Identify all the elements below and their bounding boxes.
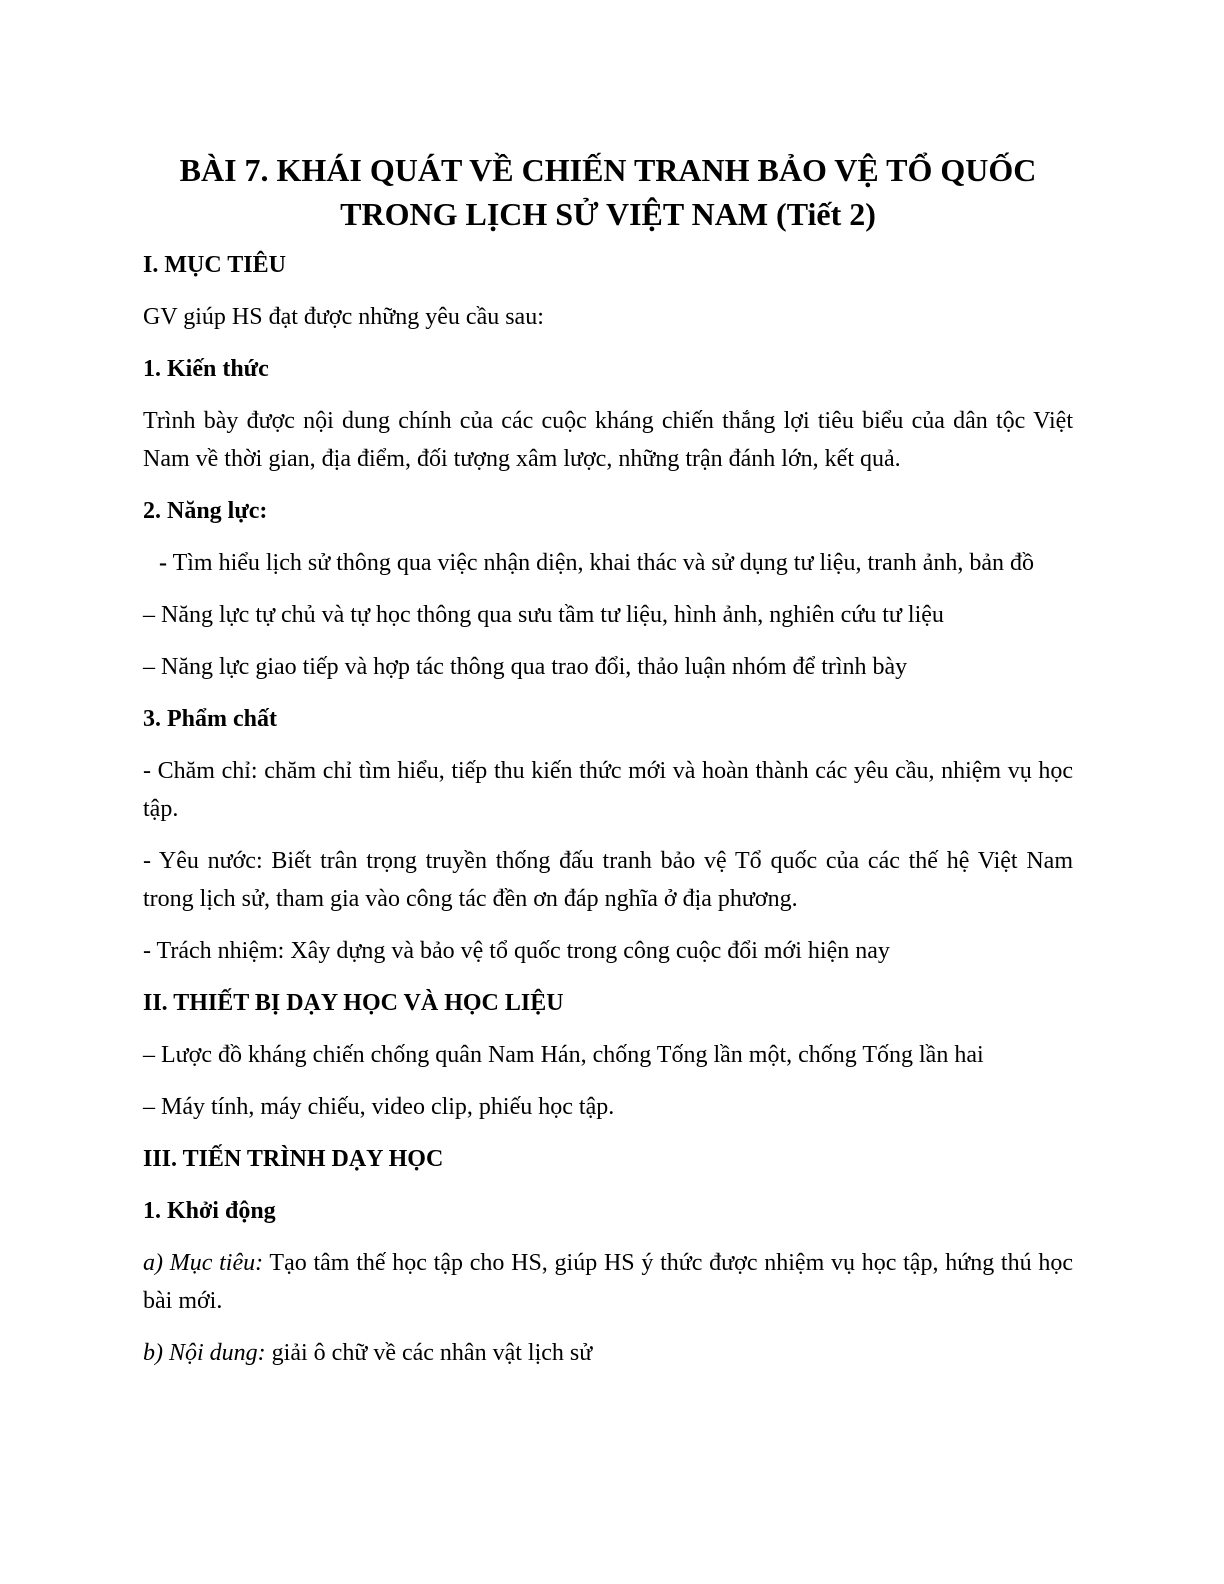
subheading-startup: 1. Khởi động [143, 1198, 276, 1224]
section-heading-equipment: II. THIẾT BỊ DẠY HỌC VÀ HỌC LIỆU [143, 990, 564, 1016]
section-heading-process: III. TIẾN TRÌNH DẠY HỌC [143, 1146, 444, 1172]
subheading-ability: 2. Năng lực: [143, 498, 268, 524]
quality-item-2: - Yêu nước: Biết trân trọng truyền thống đấu tranh bảo vệ Tổ quốc của các thế hệ Việt Nam trong lịch sử, tham gia vào công tác đền ơn đáp nghĩa ở địa phương. [143, 848, 1073, 912]
quality-item-1: - Chăm chỉ: chăm chỉ tìm hiểu, tiếp thu kiến thức mới và hoàn thành các yêu cầu, nhiệm vụ học tập. [143, 758, 1073, 822]
knowledge-text: Trình bày được nội dung chính của các cuộc kháng chiến thắng lợi tiêu biểu của dân tộc Việt Nam về thời gian, địa điểm, đối tượng xâm lược, những trận đánh lớn, kết quả. [143, 408, 1073, 472]
quality-item-3: - Trách nhiệm: Xây dựng và bảo vệ tổ quốc trong công cuộc đổi mới hiện nay [143, 938, 890, 964]
equipment-item-1: – Lược đồ kháng chiến chống quân Nam Hán, chống Tống lần một, chống Tống lần hai [143, 1042, 984, 1068]
equipment-item-2: – Máy tính, máy chiếu, video clip, phiếu học tập. [143, 1094, 615, 1120]
title-line-2: TRONG LỊCH SỬ VIỆT NAM (Tiết 2) [340, 196, 876, 232]
startup-content-text: giải ô chữ về các nhân vật lịch sử [265, 1340, 593, 1366]
ability-item-1-text: Tìm hiểu lịch sử thông qua việc nhận diện, khai thác và sử dụng tư liệu, tranh ảnh, bản đồ [167, 550, 1035, 576]
startup-content-label: b) Nội dung: [143, 1340, 266, 1366]
ability-item-3: – Năng lực giao tiếp và hợp tác thông qua trao đổi, thảo luận nhóm để trình bày [143, 654, 908, 680]
subheading-quality: 3. Phẩm chất [143, 706, 277, 732]
ability-item-2: – Năng lực tự chủ và tự học thông qua sưu tầm tư liệu, hình ảnh, nghiên cứu tư liệu [143, 602, 944, 628]
objectives-intro: GV giúp HS đạt được những yêu cầu sau: [143, 304, 544, 330]
startup-goal-text: Tạo tâm thế học tập cho HS, giúp HS ý thức được nhiệm vụ học tập, hứng thú học bài mới. [143, 1250, 1073, 1314]
ability-item-1-dash: - [159, 550, 167, 576]
section-heading-objectives: I. MỤC TIÊU [143, 252, 286, 278]
page-title [143, 148, 1073, 236]
startup-content [143, 1334, 1073, 1372]
title-line-1: BÀI 7. KHÁI QUÁT VỀ CHIẾN TRANH BẢO VỆ TỔ QUỐC [179, 152, 1037, 188]
subheading-knowledge: 1. Kiến thức [143, 356, 269, 382]
document-content [143, 148, 1073, 1386]
startup-goal [143, 1244, 1073, 1320]
startup-goal-label: a) Mục tiêu: [143, 1250, 264, 1276]
ability-item-1 [143, 544, 1073, 582]
